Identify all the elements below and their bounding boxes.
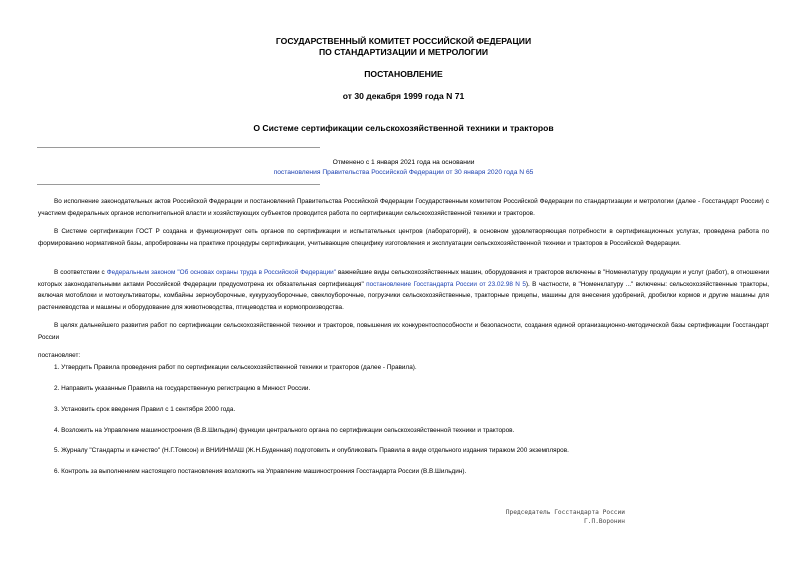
- resolution-item-4: 4. Возложить на Управление машиностроения (В.В.Шильдин) функции центрального органа по сертификации сельскохозяйственной техники и тракторов.: [54, 427, 515, 434]
- paragraph-4: В целях дальнейшего развития работ по сертификации сельскохозяйственной техники и тракторов, повышения их конкурентоспособности и безопасности, создания единой организационно-методической базы сертификации Госстандарт России: [38, 322, 769, 341]
- signatory-name: Г.П.Воронин: [584, 518, 625, 525]
- resolution-item-6: 6. Контроль за выполнением настоящего постановления возложить на Управление машиностроения Госстандарта России (В.В.Шильдин).: [54, 468, 467, 475]
- paragraph-2: В Системе сертификации ГОСТ Р создана и функционирует сеть органов по сертификации и испытательных центров (лабораторий), в основном удовлетворяющая потребности в сертификационных услугах, проведена работа по формированию нормативной базы, апробированы на практике процедуры сертификации, учитывающие специфику изготовления и эксплуатации сельскохозяйственной техники и тракторов в Российской Федерации.: [38, 228, 769, 247]
- resolves-label: постановляет:: [38, 352, 81, 359]
- document-type: ПОСТАНОВЛЕНИЕ: [364, 69, 443, 79]
- resolution-item-3: 3. Установить срок введения Правил с 1 сентября 2000 года.: [54, 406, 236, 413]
- bottom-divider: [37, 184, 320, 185]
- paragraph-3: В соответствии с Федеральным законом "Об основах охраны труда в Российской Федерации" важнейшие виды сельскохозяйственных машин, оборудования и тракторов включены в "Номенклатуру продукции и услуг (работ), в отношении которых законодательными актами Российской Федерации предусмотрена их обязательная сертификация" постановление Госстандарта России от 23.02.98 N 5). В частности, в "Номенклатуру ..." включены: сельскохозяйственные тракторы, включая мотоблоки и мотокультиваторы, комбайны зерноуборочные, кукурузоуборочные, свеклоуборочные, погрузчики сельскохозяйственные, тракторные прицепы, машины для внесения удобрений, дробилки кормов и другие машины для растениеводства и машины и оборудование для животноводства, птицеводства и кормопроизводства.: [38, 269, 770, 311]
- gosstandart-decree-link[interactable]: постановление Госстандарта России от 23.02.98 N 5: [366, 280, 526, 288]
- resolution-item-2: 2. Направить указанные Правила на государственную регистрацию в Минюст России.: [54, 385, 311, 392]
- repeal-note-link-row: [0, 168, 807, 178]
- issuer-line-1: ГОСУДАРСТВЕННЫЙ КОМИТЕТ РОССИЙСКОЙ ФЕДЕРАЦИИ: [275, 36, 532, 46]
- resolution-item-1: 1. Утвердить Правила проведения работ по сертификации сельскохозяйственной техники и тракторов (далее - Правила).: [54, 364, 417, 371]
- signatory-position: Председатель Госстандарта России: [505, 509, 625, 516]
- repeal-note-text: Отменено с 1 января 2021 года на основании: [332, 159, 475, 166]
- issuer-line-2: ПО СТАНДАРТИЗАЦИИ И МЕТРОЛОГИИ: [318, 47, 489, 57]
- top-divider: [37, 147, 320, 148]
- document-title: О Системе сертификации сельскохозяйственной техники и тракторов: [253, 123, 554, 133]
- repeal-decree-link[interactable]: постановления Правительства Российской Федерации от 30 января 2020 года N 65: [273, 169, 534, 176]
- paragraph-1: Во исполнение законодательных актов Российской Федерации и постановлений Правительства Российской Федерации Государственным комитетом Российской Федерации по стандартизации и метрологии (далее - Госстандарт России) с участием федеральных органов исполнительной власти и хозяйствующих субъектов проводится работа по сертификации сельскохозяйственной техники и тракторов.: [38, 198, 769, 217]
- labor-law-link[interactable]: Федеральным законом "Об основах охраны труда в Российской Федерации": [106, 269, 336, 276]
- resolution-item-5: 5. Журналу "Стандарты и качество" (Н.Г.Томсон) и ВНИИНМАШ (Ж.Н.Буденная) подготовить и опубликовать Правила в виде отдельного издания тиражом 200 экземпляров.: [54, 447, 569, 454]
- document-date: от 30 декабря 1999 года N 71: [342, 91, 465, 101]
